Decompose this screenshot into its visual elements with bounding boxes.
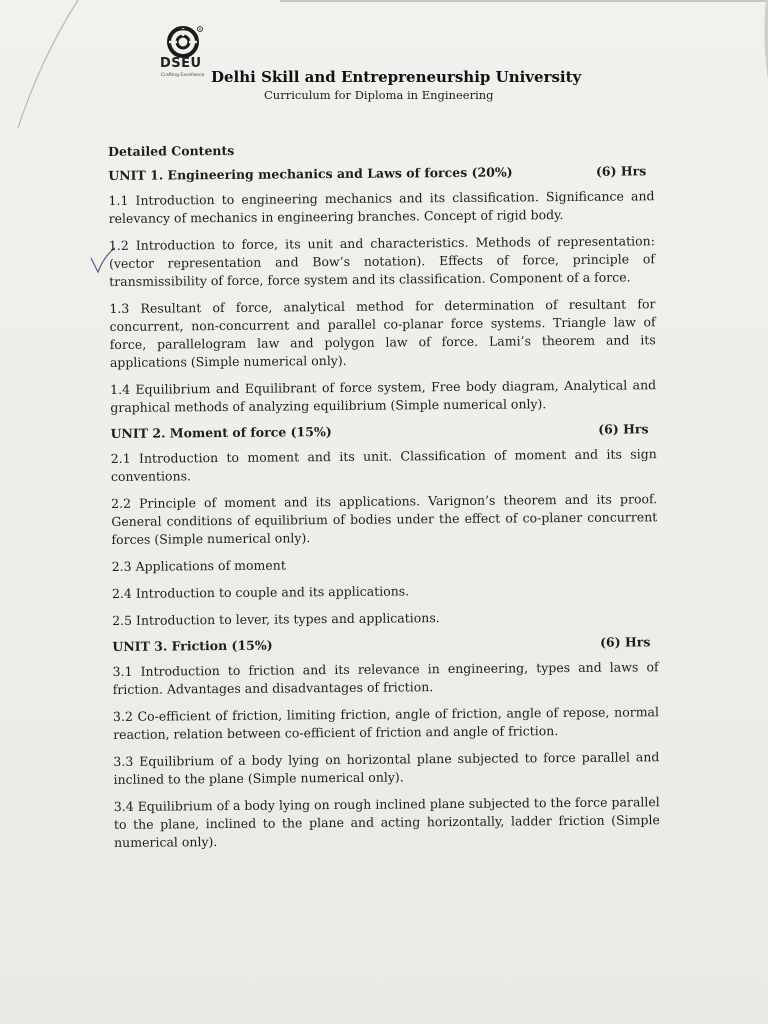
topic-paragraph: 2.4 Introduction to couple and its applications. [111,583,410,601]
topic-paragraph: 2.5 Introduction to lever, its types and applications. [112,610,440,628]
unit-hours: (6) Hrs [599,634,651,650]
unit-title: UNIT 3. Friction (15%) [112,637,273,654]
logo-text: DSEU [160,56,202,71]
unit-title: UNIT 2. Moment of force (15%) [110,424,332,441]
section-heading: Detailed Contents [108,142,235,159]
detailed-contents [108,139,660,861]
topic-paragraph: 3.3 Equilibrium of a body lying on horizontal plane subjected to force parallel and inclined to the plane (Simple numerical only). [113,749,660,787]
dseu-logo-icon [163,24,205,60]
topic-paragraph: 3.1 Introduction to friction and its relevance in engineering, types and laws of friction. Advantages and disadvantages of friction. [112,659,659,697]
topic-paragraph: 2.3 Applications of moment [111,557,286,574]
university-name: Delhi Skill and Entrepreneurship University [211,68,582,86]
scan-edge-curve [0,0,80,130]
topic-paragraph: 3.4 Equilibrium of a body lying on rough inclined plane subjected to the force parallel to the plane, inclined to the plane and acting horizontally, ladder friction (Simple numerical only). [113,794,660,850]
logo-tagline: Crafting Excellence [161,73,205,78]
scan-edge-shadow [748,0,768,80]
topic-paragraph: 1.3 Resultant of force, analytical method for determination of resultant for concurrent, non-concurrent and parallel co-planar force systems. Triangle law of force, parallelogram law and polygon law of force. Lami’s theorem and its applications (Simple numerical only). [109,296,656,370]
unit-title: UNIT 1. Engineering mechanics and Laws of forces (20%) [108,164,513,183]
topic-paragraph: 1.1 Introduction to engineering mechanics and its classification. Significance and relevancy of mechanics in engineering branches. Concept of rigid body. [108,188,655,226]
topic-paragraph: 3.2 Co-efficient of friction, limiting friction, angle of friction, angle of repose, normal reaction, relation between co-efficient of friction and angle of friction. [112,704,660,742]
unit-header [108,163,654,184]
unit-header [112,634,658,655]
svg-text:R: R [198,27,202,32]
topic-paragraph: 2.2 Principle of moment and its applications. Varignon’s theorem and its proof. General conditions of equilibrium of bodies under the effect of co-planer concurrent forces (Simple numerical only). [111,491,658,547]
curriculum-subtitle: Curriculum for Diploma in Engineering [264,88,494,102]
topic-paragraph: 1.2 Introduction to force, its unit and characteristics. Methods of representation: (vector representation and Bow’s notation). Effects of force, principle of transmissibility of force, force system and its classification. Component of a force. [108,233,656,289]
topic-paragraph: 2.1 Introduction to moment and its unit. Classification of moment and its sign conventions. [110,446,657,484]
university-logo [160,24,212,84]
unit-hours: (6) Hrs [598,421,649,437]
scan-edge-line [280,0,768,2]
topic-paragraph: 1.4 Equilibrium and Equilibrant of force system, Free body diagram, Analytical and graphical methods of analyzing equilibrium (Simple numerical only). [110,377,657,415]
unit-header [110,421,656,442]
unit-hours: (6) Hrs [595,163,647,179]
